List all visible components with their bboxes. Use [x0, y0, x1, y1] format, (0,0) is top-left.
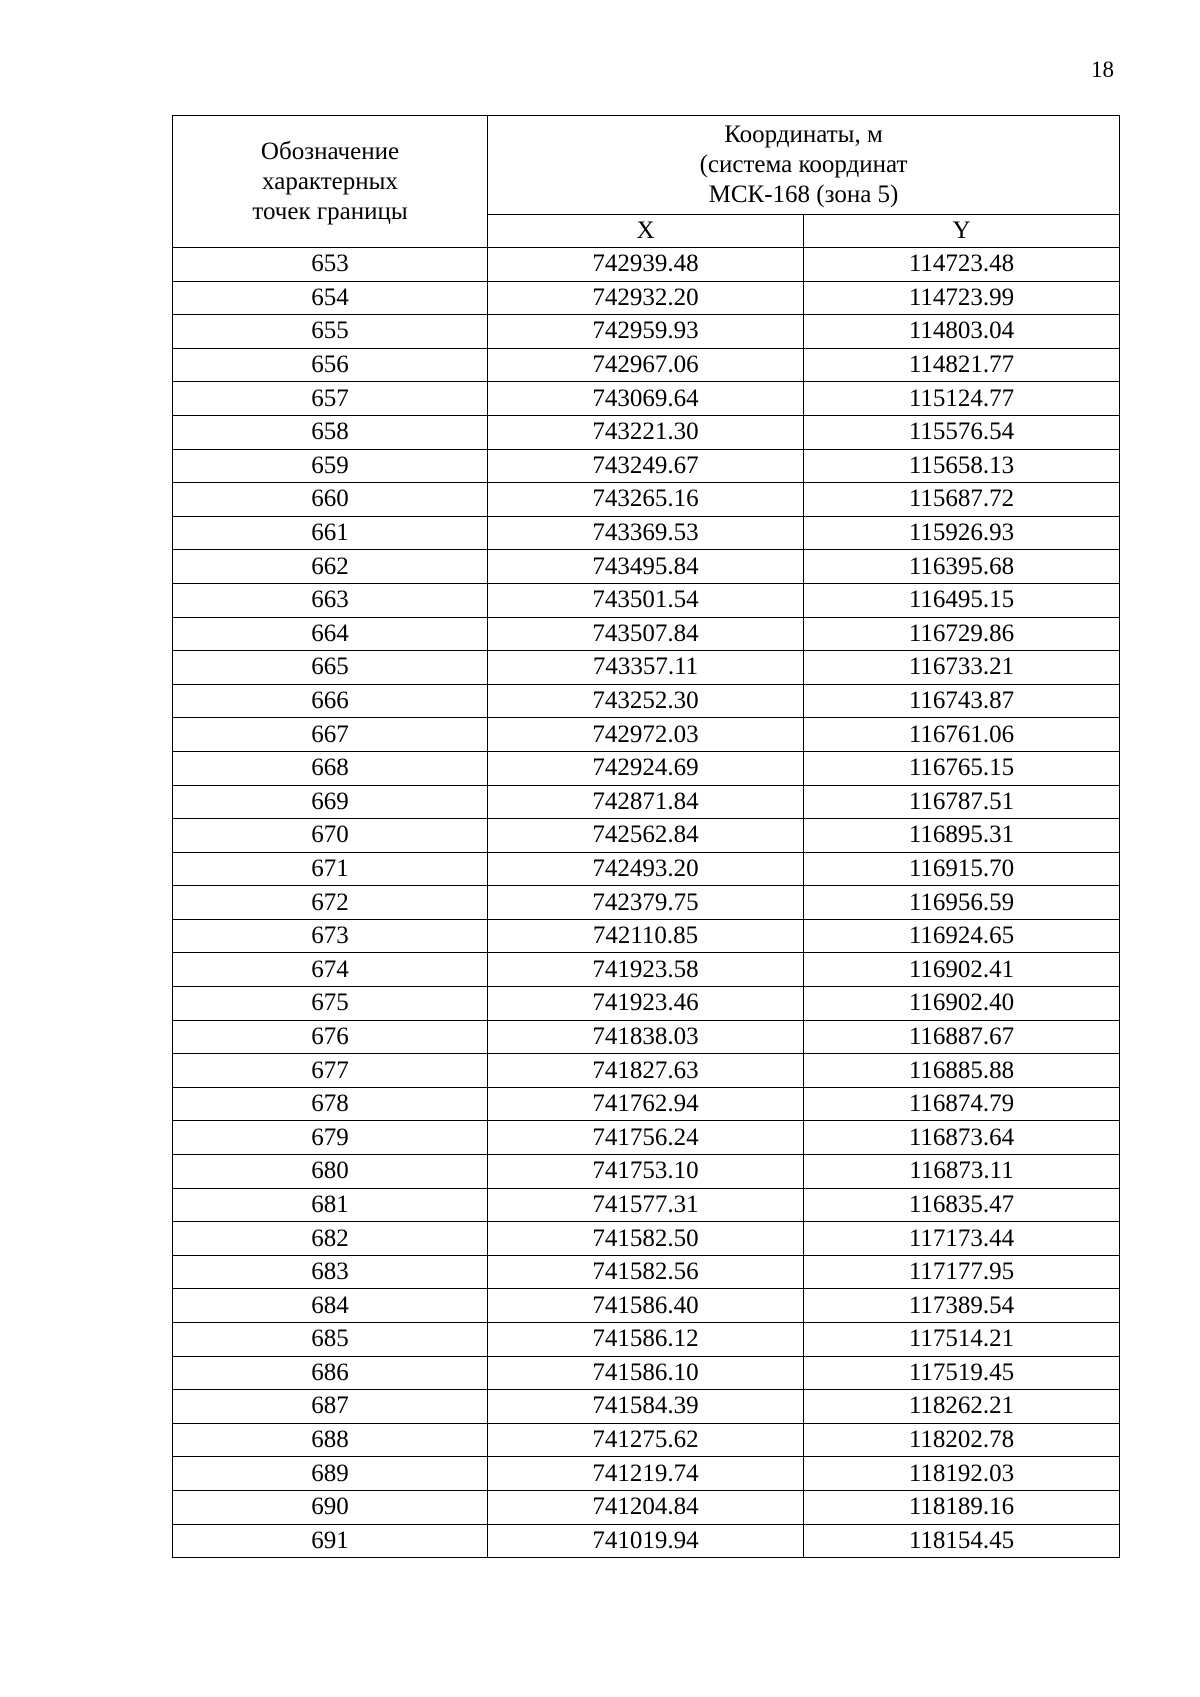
table-row — [173, 415, 1120, 449]
x-coordinate-cell: 742959.93 — [488, 315, 804, 349]
y-coordinate-cell: 117173.44 — [804, 1222, 1120, 1256]
point-id-cell: 665 — [173, 651, 488, 685]
y-coordinate-cell: 118192.03 — [804, 1457, 1120, 1491]
table-row — [173, 1087, 1120, 1121]
point-label-header-line: Обозначение — [260, 137, 400, 165]
x-coordinate-cell: 743069.64 — [488, 382, 804, 416]
x-coordinate-cell: 742493.20 — [488, 852, 804, 886]
y-coordinate-cell: 114723.99 — [804, 281, 1120, 315]
point-id-cell: 675 — [173, 987, 488, 1021]
y-coordinate-cell: 116873.11 — [804, 1155, 1120, 1189]
table-row — [173, 617, 1120, 651]
point-id-cell: 685 — [173, 1323, 488, 1357]
table-row — [173, 1490, 1120, 1524]
y-coordinate-cell: 116761.06 — [804, 718, 1120, 752]
x-column-header: X — [488, 215, 804, 248]
table-row — [173, 1524, 1120, 1558]
x-coordinate-cell: 741577.31 — [488, 1188, 804, 1222]
table-row — [173, 449, 1120, 483]
point-id-cell: 687 — [173, 1390, 488, 1424]
table-header — [173, 116, 1120, 248]
point-id-cell: 666 — [173, 684, 488, 718]
y-coordinate-cell: 116902.41 — [804, 953, 1120, 987]
x-coordinate-cell: 741586.12 — [488, 1323, 804, 1357]
point-id-cell: 664 — [173, 617, 488, 651]
point-id-cell: 668 — [173, 751, 488, 785]
page-number: 18 — [1091, 57, 1114, 82]
table-row — [173, 281, 1120, 315]
y-coordinate-cell: 116835.47 — [804, 1188, 1120, 1222]
y-coordinate-cell: 116924.65 — [804, 919, 1120, 953]
x-coordinate-cell: 743252.30 — [488, 684, 804, 718]
x-coordinate-cell: 742939.48 — [488, 248, 804, 282]
table-row — [173, 483, 1120, 517]
y-coordinate-cell: 118202.78 — [804, 1423, 1120, 1457]
point-id-cell: 655 — [173, 315, 488, 349]
coordinates-header-line: Координаты, м — [724, 121, 883, 148]
table-row — [173, 919, 1120, 953]
x-coordinate-cell: 742967.06 — [488, 348, 804, 382]
y-coordinate-cell: 117519.45 — [804, 1356, 1120, 1390]
y-coordinate-cell: 118189.16 — [804, 1490, 1120, 1524]
table-body — [173, 248, 1120, 1558]
y-coordinate-cell: 116729.86 — [804, 617, 1120, 651]
y-coordinate-cell: 115658.13 — [804, 449, 1120, 483]
table-row — [173, 1054, 1120, 1088]
table-row — [173, 1155, 1120, 1189]
y-coordinate-cell: 116895.31 — [804, 819, 1120, 853]
point-id-cell: 663 — [173, 583, 488, 617]
table-row — [173, 1121, 1120, 1155]
y-coordinate-cell: 116873.64 — [804, 1121, 1120, 1155]
table-row — [173, 819, 1120, 853]
x-coordinate-cell: 742871.84 — [488, 785, 804, 819]
y-coordinate-cell: 116787.51 — [804, 785, 1120, 819]
point-id-cell: 689 — [173, 1457, 488, 1491]
y-coordinate-cell: 116915.70 — [804, 852, 1120, 886]
x-coordinate-cell: 741584.39 — [488, 1390, 804, 1424]
y-coordinate-cell: 114803.04 — [804, 315, 1120, 349]
point-id-cell: 671 — [173, 852, 488, 886]
point-id-cell: 661 — [173, 516, 488, 550]
y-coordinate-cell: 116495.15 — [804, 583, 1120, 617]
table-row — [173, 1289, 1120, 1323]
y-column-header: Y — [804, 215, 1120, 248]
x-coordinate-cell: 742379.75 — [488, 886, 804, 920]
x-coordinate-cell: 741756.24 — [488, 1121, 804, 1155]
y-coordinate-cell: 116885.88 — [804, 1054, 1120, 1088]
point-id-cell: 667 — [173, 718, 488, 752]
table-row — [173, 785, 1120, 819]
point-id-cell: 683 — [173, 1255, 488, 1289]
table-row — [173, 1356, 1120, 1390]
x-coordinate-cell: 743369.53 — [488, 516, 804, 550]
point-id-cell: 672 — [173, 886, 488, 920]
point-id-cell: 676 — [173, 1020, 488, 1054]
x-coordinate-cell: 742924.69 — [488, 751, 804, 785]
y-coordinate-cell: 117389.54 — [804, 1289, 1120, 1323]
x-coordinate-cell: 741219.74 — [488, 1457, 804, 1491]
y-coordinate-cell: 116765.15 — [804, 751, 1120, 785]
y-coordinate-cell: 116902.40 — [804, 987, 1120, 1021]
y-coordinate-cell: 116743.87 — [804, 684, 1120, 718]
table-row — [173, 248, 1120, 282]
y-coordinate-cell: 116956.59 — [804, 886, 1120, 920]
x-coordinate-cell: 741838.03 — [488, 1020, 804, 1054]
point-id-cell: 682 — [173, 1222, 488, 1256]
y-coordinate-cell: 115576.54 — [804, 415, 1120, 449]
x-coordinate-cell: 743221.30 — [488, 415, 804, 449]
point-id-cell: 684 — [173, 1289, 488, 1323]
table-row — [173, 1423, 1120, 1457]
coordinates-header-line: МСК-168 (зона 5) — [708, 181, 899, 208]
point-id-cell: 670 — [173, 819, 488, 853]
coordinates-group-header — [488, 116, 1120, 215]
x-coordinate-cell: 743507.84 — [488, 617, 804, 651]
table-row — [173, 550, 1120, 584]
point-id-cell: 660 — [173, 483, 488, 517]
x-coordinate-cell: 743495.84 — [488, 550, 804, 584]
table-row — [173, 987, 1120, 1021]
point-label-header — [173, 116, 488, 248]
x-coordinate-cell: 743249.67 — [488, 449, 804, 483]
table-row — [173, 348, 1120, 382]
y-coordinate-cell: 115687.72 — [804, 483, 1120, 517]
table-row — [173, 583, 1120, 617]
x-coordinate-cell: 741204.84 — [488, 1490, 804, 1524]
point-id-cell: 688 — [173, 1423, 488, 1457]
point-id-cell: 673 — [173, 919, 488, 953]
point-id-cell: 681 — [173, 1188, 488, 1222]
x-coordinate-cell: 742972.03 — [488, 718, 804, 752]
point-id-cell: 653 — [173, 248, 488, 282]
table-row — [173, 516, 1120, 550]
point-id-cell: 686 — [173, 1356, 488, 1390]
table-row — [173, 718, 1120, 752]
y-coordinate-cell: 116874.79 — [804, 1087, 1120, 1121]
point-id-cell: 678 — [173, 1087, 488, 1121]
table-row — [173, 1188, 1120, 1222]
table-row — [173, 1020, 1120, 1054]
x-coordinate-cell: 741582.56 — [488, 1255, 804, 1289]
x-coordinate-cell: 741923.46 — [488, 987, 804, 1021]
y-coordinate-cell: 118154.45 — [804, 1524, 1120, 1558]
point-id-cell: 669 — [173, 785, 488, 819]
coordinates-header-line: (система координат — [699, 151, 908, 178]
point-id-cell: 680 — [173, 1155, 488, 1189]
x-coordinate-cell: 742110.85 — [488, 919, 804, 953]
y-coordinate-cell: 116733.21 — [804, 651, 1120, 685]
table-row — [173, 382, 1120, 416]
table-row — [173, 315, 1120, 349]
point-label-header-line: точек границы — [252, 197, 408, 225]
table-row — [173, 1457, 1120, 1491]
x-coordinate-cell: 743501.54 — [488, 583, 804, 617]
point-id-cell: 691 — [173, 1524, 488, 1558]
x-coordinate-cell: 741019.94 — [488, 1524, 804, 1558]
table-row — [173, 1222, 1120, 1256]
y-coordinate-cell: 114821.77 — [804, 348, 1120, 382]
table-row — [173, 852, 1120, 886]
point-id-cell: 658 — [173, 415, 488, 449]
point-id-cell: 679 — [173, 1121, 488, 1155]
table-row — [173, 953, 1120, 987]
x-coordinate-cell: 741586.10 — [488, 1356, 804, 1390]
x-coordinate-cell: 741753.10 — [488, 1155, 804, 1189]
y-coordinate-cell: 115124.77 — [804, 382, 1120, 416]
y-coordinate-cell: 116887.67 — [804, 1020, 1120, 1054]
table-row — [173, 886, 1120, 920]
x-coordinate-cell: 741762.94 — [488, 1087, 804, 1121]
table-row — [173, 1390, 1120, 1424]
table-row — [173, 651, 1120, 685]
x-coordinate-cell: 741582.50 — [488, 1222, 804, 1256]
table-row — [173, 684, 1120, 718]
point-id-cell: 674 — [173, 953, 488, 987]
x-coordinate-cell: 741275.62 — [488, 1423, 804, 1457]
y-coordinate-cell: 114723.48 — [804, 248, 1120, 282]
y-coordinate-cell: 117177.95 — [804, 1255, 1120, 1289]
point-id-cell: 657 — [173, 382, 488, 416]
point-id-cell: 656 — [173, 348, 488, 382]
x-coordinate-cell: 743357.11 — [488, 651, 804, 685]
y-coordinate-cell: 116395.68 — [804, 550, 1120, 584]
x-coordinate-cell: 741923.58 — [488, 953, 804, 987]
point-label-header-line: характерных — [262, 167, 398, 195]
x-coordinate-cell: 742562.84 — [488, 819, 804, 853]
x-coordinate-cell: 741586.40 — [488, 1289, 804, 1323]
table-row — [173, 751, 1120, 785]
coordinates-table — [172, 115, 1120, 1558]
y-coordinate-cell: 117514.21 — [804, 1323, 1120, 1357]
y-coordinate-cell: 118262.21 — [804, 1390, 1120, 1424]
x-coordinate-cell: 741827.63 — [488, 1054, 804, 1088]
x-coordinate-cell: 742932.20 — [488, 281, 804, 315]
point-id-cell: 677 — [173, 1054, 488, 1088]
table-row — [173, 1255, 1120, 1289]
point-id-cell: 654 — [173, 281, 488, 315]
x-coordinate-cell: 743265.16 — [488, 483, 804, 517]
point-id-cell: 662 — [173, 550, 488, 584]
point-id-cell: 659 — [173, 449, 488, 483]
point-id-cell: 690 — [173, 1490, 488, 1524]
y-coordinate-cell: 115926.93 — [804, 516, 1120, 550]
table-row — [173, 1323, 1120, 1357]
